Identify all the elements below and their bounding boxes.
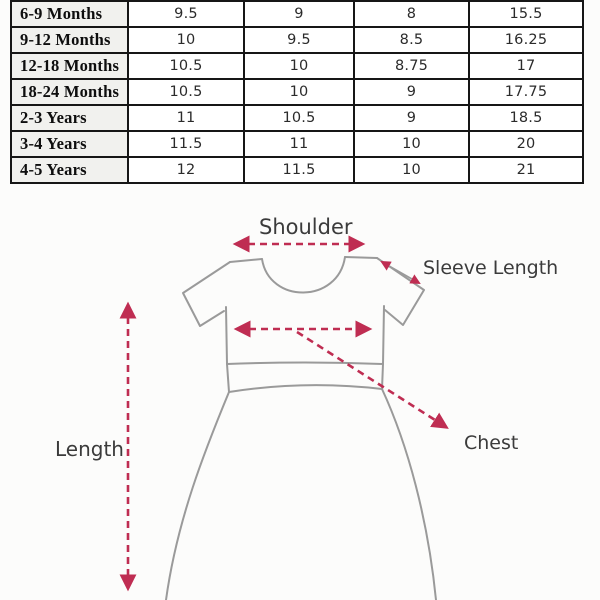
measurement-arrows <box>128 244 446 588</box>
size-label-cell: 18-24 Months <box>11 79 128 105</box>
value-cell: 10 <box>354 131 469 157</box>
value-cell: 9.5 <box>128 1 244 27</box>
value-cell: 17.75 <box>469 79 583 105</box>
size-label-cell: 4-5 Years <box>11 157 128 183</box>
size-label-cell: 9-12 Months <box>11 27 128 53</box>
length-label: Length <box>55 437 124 461</box>
shoulder-label: Shoulder <box>259 215 353 239</box>
value-cell: 8.75 <box>354 53 469 79</box>
value-cell: 10 <box>354 157 469 183</box>
dress-outline-sketch <box>166 257 436 600</box>
value-cell: 11 <box>244 131 354 157</box>
value-cell: 11 <box>128 105 244 131</box>
value-cell: 11.5 <box>128 131 244 157</box>
value-cell: 21 <box>469 157 583 183</box>
size-label-cell: 2-3 Years <box>11 105 128 131</box>
value-cell: 12 <box>128 157 244 183</box>
value-cell: 15.5 <box>469 1 583 27</box>
value-cell: 9 <box>354 105 469 131</box>
chest-pointer-arrow <box>297 332 446 427</box>
value-cell: 9 <box>244 1 354 27</box>
value-cell: 16.25 <box>469 27 583 53</box>
size-label-cell: 3-4 Years <box>11 131 128 157</box>
value-cell: 10.5 <box>128 53 244 79</box>
value-cell: 17 <box>469 53 583 79</box>
value-cell: 9 <box>354 79 469 105</box>
value-cell: 10 <box>128 27 244 53</box>
value-cell: 8.5 <box>354 27 469 53</box>
value-cell: 10.5 <box>128 79 244 105</box>
sleeve-length-label: Sleeve Length <box>423 257 559 279</box>
value-cell: 8 <box>354 1 469 27</box>
value-cell: 10 <box>244 53 354 79</box>
value-cell: 10.5 <box>244 105 354 131</box>
value-cell: 18.5 <box>469 105 583 131</box>
size-label-cell: 6-9 Months <box>11 1 128 27</box>
value-cell: 20 <box>469 131 583 157</box>
size-label-cell: 12-18 Months <box>11 53 128 79</box>
value-cell: 9.5 <box>244 27 354 53</box>
sleeve-length-arrow <box>382 262 419 283</box>
chest-label: Chest <box>464 432 519 454</box>
value-cell: 11.5 <box>244 157 354 183</box>
value-cell: 10 <box>244 79 354 105</box>
